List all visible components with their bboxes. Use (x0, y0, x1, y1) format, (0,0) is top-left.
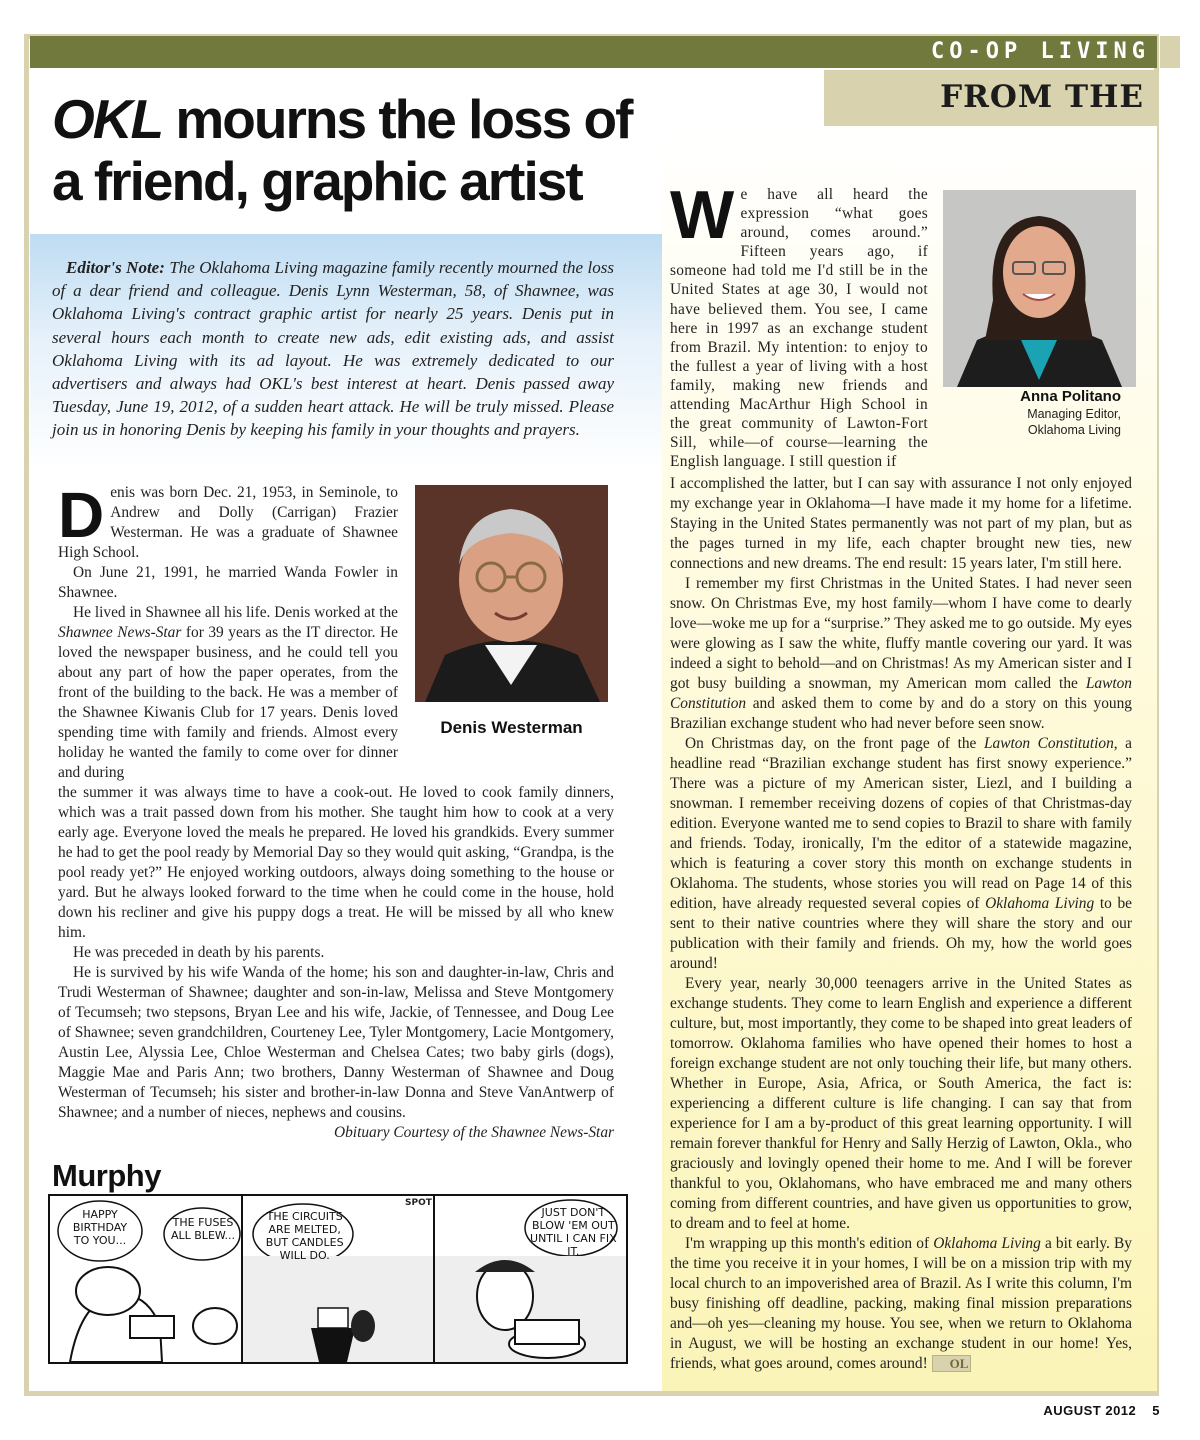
comic-bubble-3: JUST DON'T BLOW 'EM OUT UNTIL I CAN FIX IT. (530, 1206, 617, 1258)
obituary-body-top (58, 479, 398, 783)
headline-italic: OKL (52, 88, 163, 150)
header-tab (1160, 36, 1180, 68)
comic-strip (48, 1194, 628, 1364)
anna-title-line-2: Oklahoma Living (1027, 423, 1121, 437)
portrait-illustration (943, 190, 1136, 387)
publication-name: Shawnee News-Star (58, 624, 182, 641)
page-footer (1043, 1403, 1160, 1418)
obituary-p3c: the summer it was always time to have a cook-out. He loved to cook family dinners, which was a trait passed down from his mother. She taught him how to cook at a very early age. Everyone loved the meals he prepared. He loved his grandkids. Every summer he had to get the pool ready by Memorial Day so they would quit asking, “Grandpa, is the pool ready yet?” He enjoyed working outdoors, always doing something to the house or yard. But he always looked forward to the time when he could come in the house, hold down his recliner and give his puppy dogs a treat. He will be missed by all who knew him. (58, 784, 614, 941)
comic-bubble-1b: THE FUSES ALL BLEW... (170, 1216, 235, 1242)
page-number: 5 (1152, 1403, 1160, 1418)
anna-photo-caption: Anna Politano (1020, 388, 1121, 405)
editor-p5 (670, 1234, 1132, 1374)
headline-rest: mourns the loss of a friend, graphic artist (52, 88, 632, 212)
column-label: FROM THE (940, 79, 1144, 115)
editor-p3b: , a headline read “Brazilian exchange student has first snowy experience.” There was a picture of my American sister, Liezl, and I building a snowman. I remember receiving dozens of copies of that Christmas-day edition. Everyone wanted me to send copies to Brazil to share with family and friends. Today, ironically, I'm the editor of a statewide magazine, which is featuring a cover story this month on exchange students in Oklahoma. The students, whose stories you will read on Page 14 of this edition, have already requested several copies of (670, 735, 1132, 912)
editor-p2 (670, 574, 1132, 734)
obituary-p5 (58, 963, 614, 1141)
publication-name: Oklahoma Living (985, 895, 1095, 912)
obituary-paragraph (58, 479, 398, 563)
anna-title-line-1: Managing Editor, (1027, 407, 1121, 421)
comic-panel-2 (243, 1196, 436, 1362)
ol-end-mark: OL (932, 1355, 972, 1372)
anna-photo-title (943, 406, 1121, 438)
editor-p4: Every year, nearly 30,000 teenagers arrive in the United States as exchange students. They come to learn English and experience a different culture, but, most importantly, they come to be shaped into great leaders of tomorrow. Oklahoma families who have opened their homes to host a foreign exchange student are not only touching their life, but many others. Whether in Europe, Asia, Africa, or South America, the fact is: experiencing a different culture is life changing. I can say that from experience for I am a by-product of this great learning opportunity. I will remain forever thankful for Henry and Sally Herzig of Lawton, Okla., who graciously and lovingly opened their home to me. And I will be forever thankful to you, Oklahomans, who have embraced me and many others coming from different countries, and have given us opportunities to grow, to dream and to feel at home. (670, 975, 1132, 1232)
obituary-headline (52, 88, 652, 212)
editor-intro-cont: I accomplished the latter, but I can say with assurance I not only enjoyed my exchange year in Oklahoma—I have made it my home for a lifetime. Staying in the United States permanently was not part of my plan, but as the pages turned in my life, each chapter brought new ties, new connections and new dreams. The end result: 15 years later, I'm still here. (670, 475, 1132, 572)
comic-panel-3 (435, 1196, 626, 1362)
publication-name: Lawton Constitution (983, 735, 1114, 752)
obituary-p1: enis was born Dec. 21, 1953, in Seminole, to Andrew and Dolly (Carrigan) Frazier Westerman. He was a graduate of Shawnee High School. (58, 484, 398, 561)
comic-signature: SPOT (405, 1198, 432, 1208)
editor-p5a: I'm wrapping up this month's edition of (685, 1235, 934, 1252)
editor-column-bottom (670, 474, 1132, 1374)
publication-name: Oklahoma Living (933, 1235, 1041, 1252)
denis-photo-caption: Denis Westerman (440, 718, 583, 737)
obituary-p4: He was preceded in death by his parents. (73, 944, 325, 961)
anna-politano-photo (943, 190, 1136, 387)
publication-name: Lawton Constitution (670, 675, 1132, 712)
comic-panel-1 (50, 1196, 243, 1362)
obituary-p5-text: He is survived by his wife Wanda of the home; his son and daughter-in-law, Chris and Trudi Westerman of Shawnee; daughter and son-in-law, Melissa and Steve Montgomery of Tecumseh; two stepsons, Bryan Lee and his wife, Jackie, of Tennessee, and Doug Lee of Shawnee; seven grandchildren, Courteney Lee, Tyler Montgomery, Lacie Montgomery, Austin Lee, Alyssia Lee, Chloe Westerman and Chelsea Cates; two baby girls (dogs), Maggie Mae and Paris Ann; two brothers, Danny Westerman of Shawnee and Doug Westerman of Tecumseh; his sister and brother-in-law Donna and Steve VanAntwerp of Shawnee; and a number of nieces, nephews and cousins. (58, 964, 614, 1121)
obituary-credit: Obituary Courtesy of the Shawnee News-Star (334, 1124, 614, 1141)
editors-note (52, 256, 614, 442)
comic-bubble-2: THE CIRCUITS ARE MELTED, BUT CANDLES WILL DO. (265, 1210, 344, 1262)
editor-intro: e have all heard the expression “what goes around, comes around.” Fifteen years ago, if someone had told me I'd still be in the United States at age 30, I would not have believed them. You see, I came here in 1997 as an exchange student from Brazil. My intention: to enjoy to the fullest a year of living with a host family, making new friends and attending MacArthur High School in the great community of Lawton-Fort Sill, while—of course—learning the English language. I still question if (670, 186, 928, 471)
obituary-p3a: He lived in Shawnee all his life. Denis worked at the (73, 604, 398, 621)
editor-p3 (670, 734, 1132, 974)
editors-note-lead: Editor's Note: (66, 258, 165, 277)
editor-p2a: I remember my first Christmas in the United States. I had never seen snow. On Christmas Eve, my host family—whom I have come to dearly love—woke me up for a “surprise.” They asked me to go outside. My eyes were glowing as I saw the white, fluffy mantle covering our yard. It was indeed a sight to behold—and on Christmas! As my American sister and I got busy building a snowman, my American mom called the (670, 575, 1132, 692)
editor-column-top (670, 177, 928, 471)
obituary-p2: On June 21, 1991, he married Wanda Fowler in Shawnee. (58, 564, 398, 601)
editor-dropcap: W (670, 177, 735, 253)
editor-p2b: and asked them to come by and do a story on this young Brazilian exchange student who had never before seen snow. (670, 695, 1132, 732)
obituary-body-bottom (58, 783, 614, 1143)
section-label: CO-OP LIVING (931, 39, 1150, 64)
portrait-illustration (415, 485, 608, 702)
denis-westerman-photo (415, 485, 608, 702)
editor-p5b: a bit early. By the time you receive it in your homes, I will be on a mission trip with my local church to an impoverished area of Brazil. As I write this column, I'm busy finishing off deadline, packing, making final mission preparations and—oh yes—cleaning my house. You see, when we return to Oklahoma in August, we will be hosting an exchange student in our home! Yes, friends, what goes around, comes around! (670, 1235, 1132, 1372)
obituary-p3 (58, 603, 398, 783)
issue-date: AUGUST 2012 (1043, 1403, 1137, 1418)
editor-p3a: On Christmas day, on the front page of the (685, 735, 984, 752)
comic-title: Murphy (52, 1158, 161, 1193)
editors-note-body: The Oklahoma Living magazine family recently mourned the loss of a dear friend and colleague. Denis Lynn Westerman, 58, of Shawnee, was Oklahoma Living's contract graphic artist for nearly 25 years. Denis put in several hours each month to create new ads, edit existing ads, and assist Oklahoma Living with its ad layout. He was extremely dedicated to our advertisers and always had OKL's best interest at heart. Denis passed away Tuesday, June 19, 2012, of a sudden heart attack. He will be truly missed. Please join us in honoring Denis by keeping his family in your thoughts and prayers. (52, 258, 614, 440)
comic-bubble-1a: HAPPY BIRTHDAY TO YOU... (72, 1208, 128, 1247)
obituary-dropcap: D (58, 479, 105, 551)
obituary-p3b: for 39 years as the IT director. He loved the newspaper business, and he could tell you about any part of how the paper operates, from the front of the building to the back. He was a member of the Shawnee Kiwanis Club for 17 years. Denis loved spending time with family and friends. Almost every holiday he wanted the family to come over for dinner and during (58, 624, 398, 781)
editor-p3c: to be sent to their native countries where they will share the story and our publication with their family and friends. Oh my, how the world goes around! (670, 895, 1132, 972)
